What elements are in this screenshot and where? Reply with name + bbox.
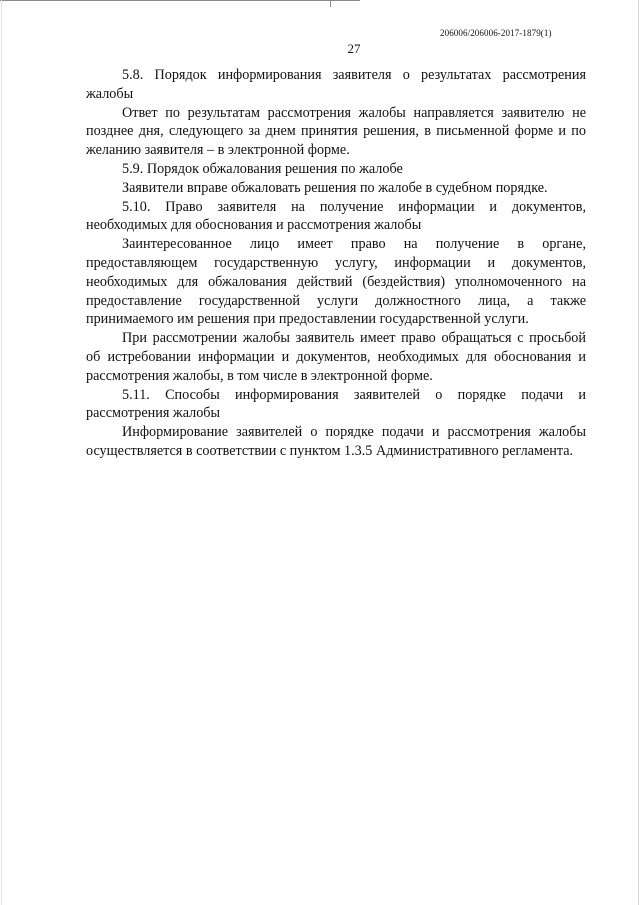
paragraph-response: Ответ по результатам рассмотрения жалобы направляется заявителю не позднее дня, следующего за днем принятия решения, в письменной форме и по желанию заявителя – в электронной форме. [86,104,586,159]
paragraph-appeal: Заявители вправе обжаловать решения по жалобе в судебном порядке. [122,179,548,196]
section-heading-5-8: 5.8. Порядок информирования заявителя о результатах рассмотрения жалобы [86,67,586,102]
scan-artifact-line [0,0,360,1]
paragraph-request: При рассмотрении жалобы заявитель имеет право обращаться с просьбой об истребовании информации и документов, необходимых для обоснования и рассмотрения жалобы, в том числе в электронной форме. [86,330,586,384]
document-body [86,66,586,461]
page-number: 27 [347,41,361,56]
section-heading-5-9: 5.9. Порядок обжалования решения по жалобе [122,160,403,177]
section-heading-5-10: 5.10. Право заявителя на получение информации и документов, необходимых для обоснования и рассмотрения жалобы [86,198,586,234]
scan-left-edge [1,0,2,905]
paragraph-right-to-info: Заинтересованное лицо имеет право на получение в органе, предоставляющем государственную услугу, информации и документов, необходимых для обжалования действий (бездействия) уполномоченного на предоставление государственной услуги должностного лица, а также принимаемого им решения при предоставлении государственной услуги. [86,236,586,328]
scan-right-edge [638,0,639,905]
scan-artifact-tick [330,0,331,7]
section-heading-5-11: 5.11. Способы информирования заявителей о порядке подачи и рассмотрения жалобы [86,386,586,422]
document-id: 206006/206006-2017-1879(1) [440,28,552,38]
paragraph-informing: Информирование заявителей о порядке подачи и рассмотрения жалобы осуществляется в соответствии с пунктом 1.3.5 Административного регламента. [86,424,586,459]
